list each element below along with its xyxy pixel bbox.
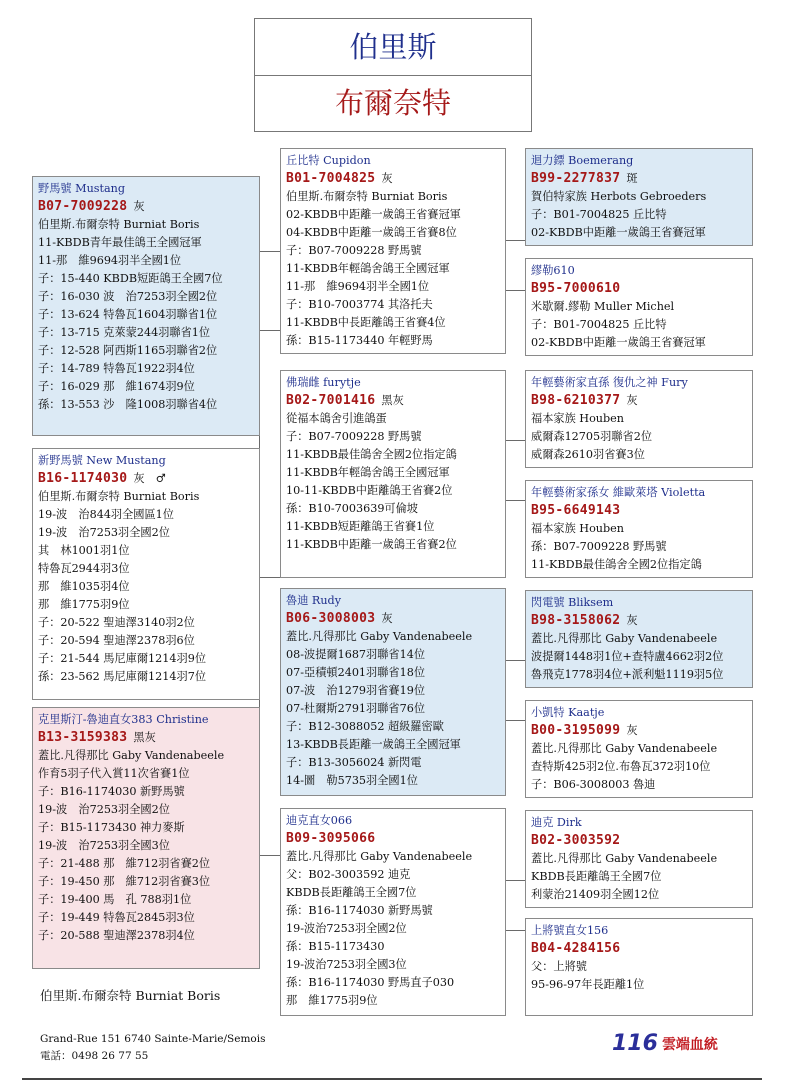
info-line: 子：21-544 馬尼庫爾1214羽9位 [38,652,207,665]
info-line: 子：19-450 那 維712羽省賽3位 [38,875,211,888]
info-line: 作育5羽子代入賞11次省賽1位 [38,767,190,780]
info-line: 子：14-789 特魯瓦1922羽4位 [38,362,195,375]
pedigree-box-sss [525,148,753,246]
info-line: 米歇爾.繆勒 Muller Michel [531,300,675,313]
info-line: 魯飛克1778羽4位+派利魁1119羽5位 [531,668,724,681]
info-line: 子：B07-7009228 野馬號 [286,244,422,257]
pedigree-box-sdd [525,480,753,578]
info-line: 子：16-030 波 治7253羽全國2位 [38,290,218,303]
bird-name: 佛瑞雌 furytje [286,376,361,389]
pedigree-box-new-mustang [32,448,260,700]
info-line: 蓋比.凡得那比 Gaby Vandenabeele [286,850,473,863]
info-line: 11-KBDB年輕鴿舍鴿王全國冠軍 [286,262,450,275]
bird-color: 灰 [626,614,638,627]
info-line: 從福本鴿舍引進鴿蛋 [286,412,387,425]
bird-name: 丘比特 Cupidon [286,154,371,167]
info-line: 福本家族 Houben [531,412,624,425]
bird-name: 迪克 Dirk [531,816,582,829]
ring-number: B01-7004825 [286,171,376,186]
info-line: 子：20-588 聖迪澤2378羽4位 [38,929,195,942]
info-line: 威爾森2610羽省賽3位 [531,448,645,461]
pedigree-box-sire-dam [280,370,506,578]
info-line: 子：B16-1174030 新野馬號 [38,785,185,798]
info-line: 07-亞積頓2401羽聯省18位 [286,666,426,679]
info-line: 子：13-715 克萊蒙244羽聯省1位 [38,326,211,339]
info-line: 孫：B16-1174030 新野馬號 [286,904,433,917]
bird-color: 斑 [626,172,638,185]
bird-name: 魯迪 Rudy [286,594,342,607]
info-line: 子：B10-7003774 其洛托夫 [286,298,433,311]
info-line: 08-波提爾1687羽聯省14位 [286,648,426,661]
logo-number: 116 [612,1031,658,1056]
info-line: 14-圖 勒5735羽全國1位 [286,774,418,787]
info-line: 11-KBDB年輕鴿舍鴿王全國冠軍 [286,466,450,479]
info-line: 那 維1775羽9位 [286,994,378,1007]
connector [506,240,525,241]
info-line: 子：B13-3056024 新閃電 [286,756,422,769]
info-line: 19-波 治7253羽全國2位 [38,803,170,816]
bird-name: 迪克直女066 [286,814,353,827]
pedigree-box-dss [525,590,753,688]
bird-name: 克里斯汀-魯迪直女383 Christine [38,713,209,726]
info-line: 子：15-440 KBDB短距鴿王全國7位 [38,272,223,285]
info-line: 子：B12-3088052 超級羅密歐 [286,720,444,733]
connector [506,290,525,291]
info-line: 子：B01-7004825 丘比特 [531,208,667,221]
info-line: 蓋比.凡得那比 Gaby Vandenabeele [286,630,473,643]
connector [259,855,280,856]
pedigree-box-sire [32,176,260,436]
info-line: 11-KBDB最佳鴿舍全國2位指定鴿 [286,448,457,461]
info-line: 子：B07-7009228 野馬號 [286,430,422,443]
bird-color: 灰 [133,200,145,213]
info-line: 子：21-488 那 維712羽省賽2位 [38,857,211,870]
info-line: 其 林1001羽1位 [38,544,130,557]
bird-name: 野馬號 Mustang [38,182,126,195]
info-line: 11-KBDB中長距離鴿王省賽4位 [286,316,446,329]
info-line: 19-波 治7253羽全國3位 [38,839,170,852]
info-line: 子：B01-7004825 丘比特 [531,318,667,331]
info-line: 蓋比.凡得那比 Gaby Vandenabeele [531,742,718,755]
connector [506,720,525,721]
bird-name: 年輕藝術家孫女 維歐萊塔 Violetta [531,486,706,499]
footer-owner: 伯里斯.布爾奈特 Burniat Boris [40,988,221,1003]
info-line: 子：20-594 聖迪澤2378羽6位 [38,634,195,647]
bird-color: 灰 ♂ [133,472,166,485]
connector [259,577,280,578]
info-line: 福本家族 Houben [531,522,624,535]
footer-address: Grand-Rue 151 6740 Sainte-Marie/Semois [40,1033,266,1045]
info-line: 子：16-029 那 維1674羽9位 [38,380,195,393]
header-name-bottom: 布爾奈特 [334,86,451,120]
ring-number: B09-3095066 [286,831,376,846]
ring-number: B16-1174030 [38,471,128,486]
info-line: 特魯瓦2944羽3位 [38,562,130,575]
info-line: 10-11-KBDB中距離鴿王省賽2位 [286,484,453,497]
info-line: 蓋比.凡得那比 Gaby Vandenabeele [38,749,225,762]
info-line: KBDB長距離鴿王全國7位 [286,886,417,899]
info-line: 11-KBDB短距離鴿王省賽1位 [286,520,435,533]
connector [506,660,525,661]
info-line: 父：B02-3003592 迪克 [286,868,411,881]
bird-color: 灰 [381,612,393,625]
pedigree-box-ssd [525,258,753,356]
connector [506,930,525,931]
ring-number: B98-6210377 [531,393,621,408]
info-line: 07-杜爾斯2791羽聯省76位 [286,702,426,715]
info-line: 04-KBDB中距離一歲鴿王省賽8位 [286,226,457,239]
info-line: 02-KBDB中距離一歲鴿王省賽冠軍 [531,336,706,349]
ring-number: B13-3159383 [38,730,128,745]
info-line: 蓋比.凡得那比 Gaby Vandenabeele [531,632,718,645]
info-line: 11-那 維9694羽半全國1位 [38,254,182,267]
ring-number: B02-3003592 [531,833,621,848]
info-line: 11-KBDB最佳鴿舍全國2位指定鴿 [531,558,702,571]
bird-color: 灰 [626,724,638,737]
info-line: 利蒙治21409羽全國12位 [531,888,660,901]
ring-number: B99-2277837 [531,171,621,186]
ring-number: B00-3195099 [531,723,621,738]
ring-number: B04-4284156 [531,941,621,956]
pedigree-box-sire-sire [280,148,506,354]
header-title-box [254,18,532,132]
info-line: 19-波 治7253羽全國2位 [38,526,170,539]
info-line: 子：12-528 阿西斯1165羽聯省2位 [38,344,218,357]
info-line: 父：上將號 [531,960,587,973]
info-line: 11-那 維9694羽半全國1位 [286,280,430,293]
bird-color: 灰 [626,394,638,407]
info-line: 賀伯特家族 Herbots Gebroeders [531,190,707,203]
bird-color: 灰 [381,172,393,185]
info-line: 子：13-624 特魯瓦1604羽聯省1位 [38,308,218,321]
info-line: 19-波 治844羽全國區1位 [38,508,174,521]
info-line: 子：19-449 特魯瓦2845羽3位 [38,911,195,924]
info-line: 蓋比.凡得那比 Gaby Vandenabeele [531,852,718,865]
pedigree-box-sds [525,370,753,468]
ring-number: B95-7000610 [531,281,621,296]
ring-number: B98-3158062 [531,613,621,628]
connector [506,440,525,441]
info-line: 孫：23-562 馬尼庫爾1214羽7位 [38,670,207,683]
bird-color: 黑灰 [133,731,156,744]
info-line: 孫：B16-1174030 野馬直子030 [286,976,455,989]
info-line: 威爾森12705羽聯省2位 [531,430,653,443]
info-line: 11-KBDB中距離一歲鴿王省賽2位 [286,538,457,551]
bird-name: 閃電號 Bliksem [531,596,614,609]
bird-name: 迴力鏢 Boemerang [531,154,634,167]
bird-name: 年輕藝術家直孫 復仇之神 Fury [531,376,688,389]
info-line: 孫：B15-1173430 [286,940,385,953]
bird-name: 上將號直女156 [531,924,609,937]
logo-text: 雲端血統 [661,1037,718,1053]
connector [259,330,280,331]
connector [259,251,280,252]
info-line: 子：19-400 馬 孔 788羽1位 [38,893,192,906]
info-line: 孫：B07-7009228 野馬號 [531,540,667,553]
brand-logo [612,1030,718,1056]
info-line: 那 維1035羽4位 [38,580,130,593]
bird-color: 黑灰 [381,394,404,407]
info-line: 07-波 治1279羽省賽19位 [286,684,426,697]
info-line: 95-96-97年長距離1位 [531,978,645,991]
header-name-top: 伯里斯 [255,19,531,76]
info-line: 查特斯425羽2位.布魯瓦372羽10位 [531,760,711,773]
info-line: 19-波治7253羽全國3位 [286,958,407,971]
info-line: 子：20-522 聖迪澤3140羽2位 [38,616,195,629]
bird-name: 新野馬號 New Mustang [38,454,166,467]
connector [506,880,525,881]
info-line: 孫：B10-7003639可倫坡 [286,502,418,515]
info-line: 11-KBDB青年最佳鴿王全國冠軍 [38,236,202,249]
footer-contact [40,1031,265,1065]
ring-number: B02-7001416 [286,393,376,408]
info-line: 伯里斯.布爾奈特 Burniat Boris [38,490,200,503]
info-line: 子：B15-1173430 神力麥斯 [38,821,185,834]
footer-phone: 電話：0498 26 77 55 [40,1050,149,1062]
pedigree-box-ddd [525,918,753,1016]
bird-name: 繆勒610 [531,264,575,277]
pedigree-box-dam-dam [280,808,506,1016]
bottom-divider [22,1078,762,1080]
info-line: 波提爾1448羽1位+查特盧4662羽2位 [531,650,724,663]
info-line: 孫：13-553 沙 隆1008羽聯省4位 [38,398,218,411]
bird-name: 小凱特 Kaatje [531,706,605,719]
info-line: 那 維1775羽9位 [38,598,130,611]
info-line: 13-KBDB長距離一歲鴿王全國冠軍 [286,738,461,751]
info-line: KBDB長距離鴿王全國7位 [531,870,662,883]
info-line: 02-KBDB中距離一歲鴿王省賽冠軍 [286,208,461,221]
ring-number: B95-6649143 [531,503,621,518]
info-line: 孫：B15-1173440 年輕野馬 [286,334,433,347]
pedigree-box-dsd [525,700,753,798]
pedigree-box-dam-sire [280,588,506,796]
ring-number: B07-7009228 [38,199,128,214]
info-line: 伯里斯.布爾奈特 Burniat Boris [286,190,448,203]
info-line: 伯里斯.布爾奈特 Burniat Boris [38,218,200,231]
connector [506,500,525,501]
info-line: 02-KBDB中距離一歲鴿王省賽冠軍 [531,226,706,239]
info-line: 子：B06-3008003 魯迪 [531,778,656,791]
pedigree-box-dam [32,707,260,969]
info-line: 19-波治7253羽全國2位 [286,922,407,935]
ring-number: B06-3008003 [286,611,376,626]
pedigree-box-dds [525,810,753,908]
